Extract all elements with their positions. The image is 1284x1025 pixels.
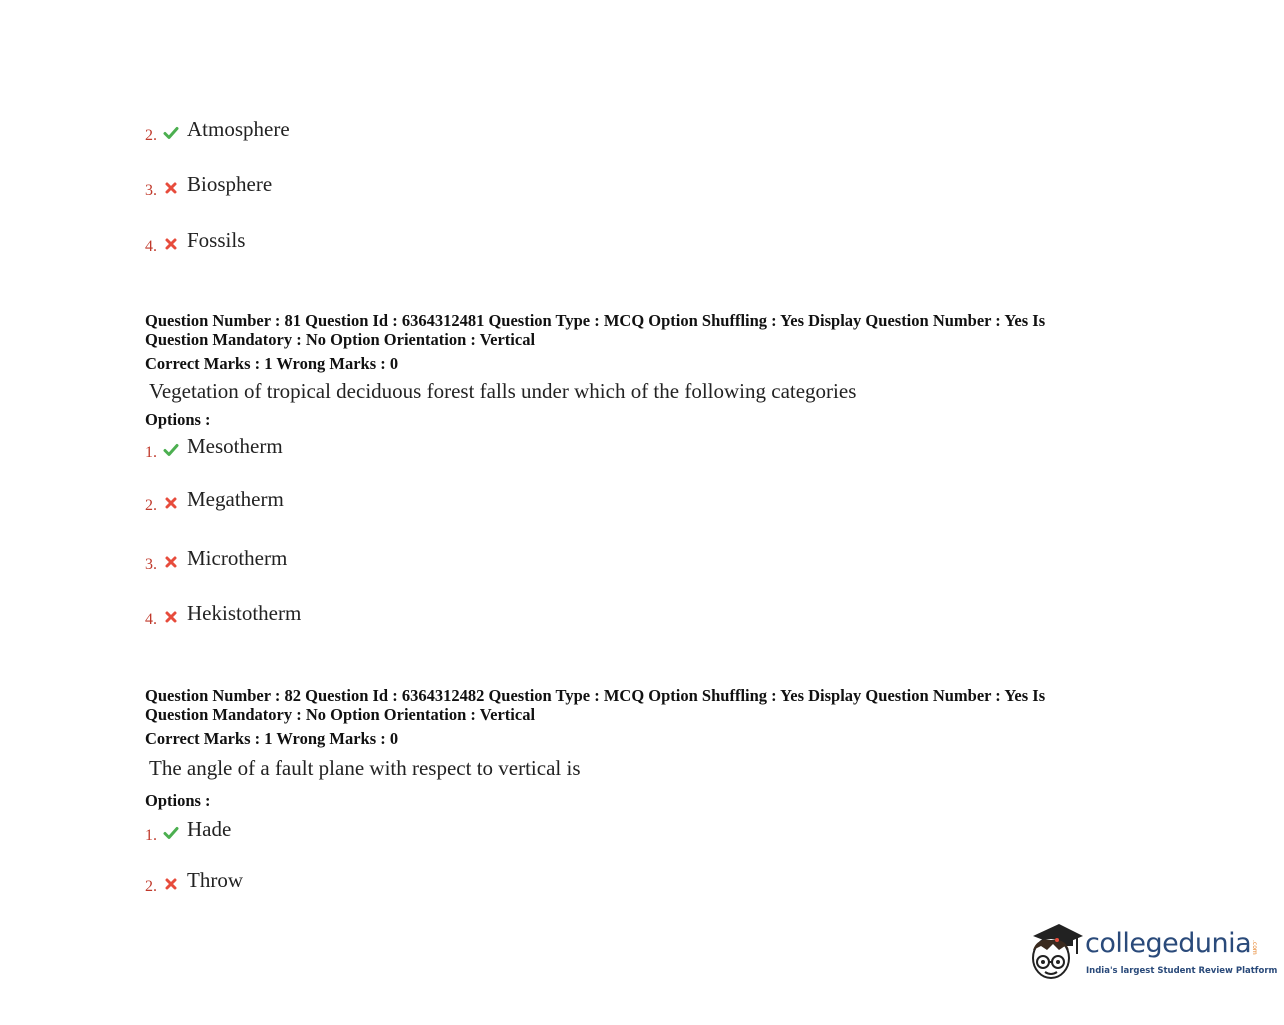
option-number: 4. [145, 238, 157, 255]
option-number: 2. [145, 127, 157, 144]
option-number: 3. [145, 556, 157, 573]
check-icon [163, 825, 179, 841]
option-text: Atmosphere [187, 117, 290, 141]
question-meta [145, 311, 1045, 349]
question-meta [145, 686, 1045, 724]
question-text: The angle of a fault plane with respect to vertical is [149, 756, 581, 780]
option-text: Megatherm [187, 487, 284, 511]
option-number: 4. [145, 611, 157, 628]
option-number: 1. [145, 444, 157, 461]
option-text: Hekistotherm [187, 601, 302, 625]
option-number: 3. [145, 182, 157, 199]
check-icon [163, 442, 179, 458]
options-label: Options : [145, 791, 211, 810]
check-icon [163, 125, 179, 141]
option-text: Biosphere [187, 172, 273, 196]
question-marks: Correct Marks : 1 Wrong Marks : 0 [145, 354, 399, 373]
question-meta-line: Question Number : 82 Question Id : 6364312482 Question Type : MCQ Option Shuffling : Yes Display Question Number : Yes Is [145, 686, 1046, 705]
option-number: 2. [145, 878, 157, 895]
cross-icon [163, 495, 179, 511]
mascot-icon [1025, 920, 1085, 988]
question-meta-line: Question Mandatory : No Option Orientation : Vertical [145, 705, 536, 724]
option-text: Fossils [187, 228, 246, 252]
cross-icon [163, 609, 179, 625]
cross-icon [163, 876, 179, 892]
cross-icon [163, 554, 179, 570]
logo-tagline: India's largest Student Review Platform [1086, 966, 1278, 976]
options-label: Options : [145, 410, 211, 429]
question-meta-line: Question Mandatory : No Option Orientation : Vertical [145, 330, 536, 349]
question-marks: Correct Marks : 1 Wrong Marks : 0 [145, 729, 399, 748]
question-meta-line: Question Number : 81 Question Id : 6364312481 Question Type : MCQ Option Shuffling : Yes Display Question Number : Yes Is [145, 311, 1046, 330]
option-text: Hade [187, 817, 232, 841]
question-text: Vegetation of tropical deciduous forest falls under which of the following categories [149, 379, 857, 403]
option-text: Mesotherm [187, 434, 283, 458]
option-text: Throw [187, 868, 243, 892]
collegedunia-logo [1025, 918, 1278, 990]
option-text: Microtherm [187, 546, 288, 570]
option-number: 2. [145, 497, 157, 514]
cross-icon [163, 236, 179, 252]
option-number: 1. [145, 827, 157, 844]
logo-suffix: .com [1251, 940, 1258, 955]
logo-name: collegedunia [1085, 928, 1252, 959]
cross-icon [163, 180, 179, 196]
